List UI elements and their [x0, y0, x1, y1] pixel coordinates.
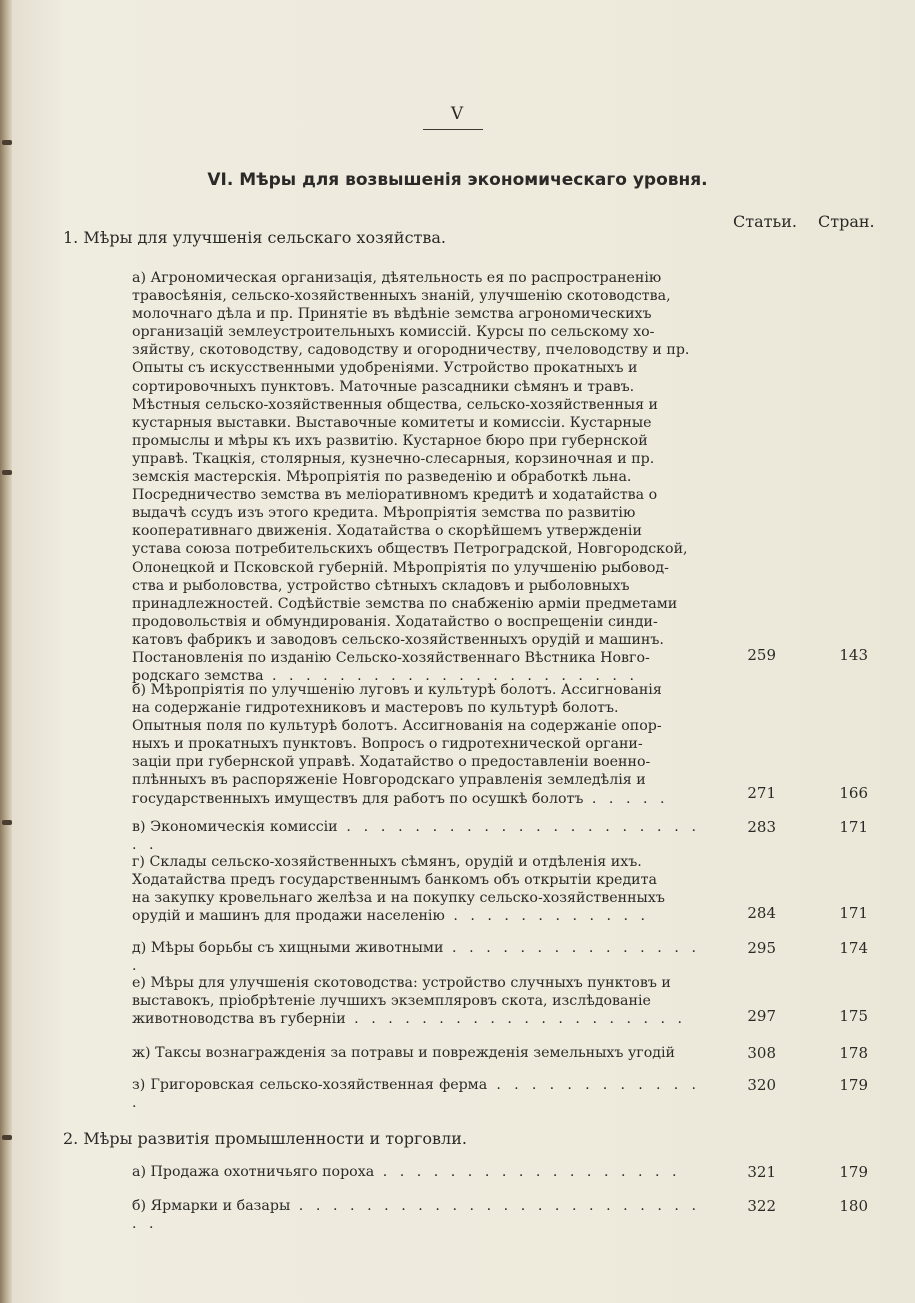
page-reference: 171	[839, 904, 868, 922]
entry-line: г) Склады сельско-хозяйственныхъ сѣмянъ, орудій и отдѣленія ихъ.	[132, 854, 642, 870]
entry-line: продовольствія и обмундированія. Ходатайство о воспрещеніи синди-	[132, 613, 658, 630]
entry-line: на закупку кровельнаго желѣза и на покупку сельско-хозяйственныхъ	[132, 890, 665, 907]
entry-line: Опытныя поля по культурѣ болотъ. Ассигнованія на содержаніе опор-	[132, 718, 662, 735]
entry-line: зяйству, скотоводству, садоводству и огородничеству, пчеловодству и пр.	[132, 342, 690, 359]
group-title-agriculture: 1. Мѣры для улучшенія сельскаго хозяйства.	[63, 228, 447, 247]
section-title: VI. Мѣры для возвышенія экономическаго уровня.	[207, 170, 708, 190]
entry-line: ства и рыболовства, устройство сѣтныхъ складовъ и рыболовныхъ	[132, 577, 630, 594]
entry-line-last: д) Мѣры борьбы съ хищными животными . . . . . . . . . . . . . . . .	[132, 940, 701, 975]
page-reference: 180	[839, 1197, 868, 1215]
entry-line: кустарныя выставки. Выставочные комитеты и комиссіи. Кустарные	[132, 414, 652, 431]
entry-line-last: з) Григоровская сельско-хозяйственная ферма . . . . . . . . . . . . .	[132, 1077, 700, 1112]
binding-thread	[2, 470, 12, 475]
entry-line: б) Мѣропріятія по улучшенію луговъ и культурѣ болотъ. Ассигнованія	[132, 682, 662, 698]
entry-line: а) Агрономическая организація, дѣятельность ея по распространенію	[132, 270, 662, 286]
entry-line: ныхъ и прокатныхъ пунктовъ. Вопросъ о гидротехнической органи-	[132, 736, 643, 753]
entry-seed-warehouses	[132, 853, 700, 925]
entry-meadows-and-swamps	[132, 681, 700, 808]
entry-line: сортировочныхъ пунктовъ. Маточные разсадники сѣмянъ и травъ.	[132, 378, 635, 395]
page-number-rule	[423, 129, 483, 130]
page-reference: 166	[839, 784, 868, 802]
entry-line: е) Мѣры для улучшенія скотоводства: устройство случныхъ пунктовъ и	[132, 975, 671, 991]
articles-column-header: Статьи.	[733, 212, 797, 231]
entry-line: устава союза потребительскихъ обществъ Петроградской, Новгородской,	[132, 541, 688, 558]
entry-line-last: орудій и машинъ для продажи населенію . . . . . . . . . . . .	[132, 908, 650, 925]
article-number: 283	[747, 818, 776, 836]
page-reference: 179	[839, 1163, 868, 1181]
entry-line: выставокъ, пріобрѣтеніе лучшихъ экземпляровъ скота, изслѣдованіе	[132, 993, 651, 1010]
entry-fairs-markets	[132, 1197, 700, 1233]
page-reference: 171	[839, 818, 868, 836]
entry-agronomic-organization	[132, 269, 700, 685]
page-reference: 174	[839, 939, 868, 957]
entry-line: заціи при губернской управѣ. Ходатайство о предоставленіи военно-	[132, 754, 651, 771]
article-number: 322	[747, 1197, 776, 1215]
entry-line-last: в) Экономическія комиссіи . . . . . . . . . . . . . . . . . . . . . . .	[132, 819, 700, 854]
entry-line: Ходатайства предъ государственнымъ банкомъ объ открытіи кредита	[132, 872, 657, 889]
entry-line: катовъ фабрикъ и заводовъ сельско-хозяйственныхъ орудій и машинъ.	[132, 631, 664, 648]
entry-line: кооперативнаго движенія. Ходатайства о скорѣйшемъ утвержденіи	[132, 523, 642, 540]
entry-line: Постановленія по изданію Сельско-хозяйственнаго Вѣстника Новго-	[132, 649, 650, 666]
entry-economic-commissions	[132, 818, 700, 854]
page-reference: 175	[839, 1007, 868, 1025]
page-number: V	[450, 104, 465, 124]
entry-grigorovo-farm	[132, 1076, 700, 1112]
entry-line: выдачѣ ссудъ изъ этого кредита. Мѣропріятія земства по развитію	[132, 505, 636, 522]
entry-line: молочнаго дѣла и пр. Принятіе въ вѣдѣніе земства агрономическихъ	[132, 306, 652, 323]
entry-line: Посредничество земства въ меліоративномъ кредитѣ и ходатайства о	[132, 487, 658, 504]
entry-line-last: родскаго земства . . . . . . . . . . . . . . . . . . . . . .	[132, 668, 638, 685]
entry-line: земскія мастерскія. Мѣропріятія по разведенію и обработкѣ льна.	[132, 469, 632, 486]
article-number: 259	[747, 646, 776, 664]
entry-line-last: а) Продажа охотничьяго пороха . . . . . . . . . . . . . . . . . .	[132, 1164, 681, 1180]
article-number: 284	[747, 904, 776, 922]
book-spine	[0, 0, 12, 1303]
entry-line: Олонецкой и Псковской губерній. Мѣропріятія по улучшенію рыбовод-	[132, 559, 669, 576]
entry-line-last: государственныхъ имуществъ для работъ по осушкѣ болотъ . . . . .	[132, 790, 669, 807]
page-reference: 143	[839, 646, 868, 664]
entry-line: промыслы и мѣры къ ихъ развитію. Кустарное бюро при губернской	[132, 432, 648, 449]
binding-thread	[2, 1135, 12, 1140]
page-reference: 178	[839, 1044, 868, 1062]
article-number: 297	[747, 1007, 776, 1025]
entry-livestock	[132, 974, 700, 1028]
entry-gunpowder-sale	[132, 1163, 700, 1181]
article-number: 308	[747, 1044, 776, 1062]
entry-damage-rates	[132, 1044, 700, 1062]
entry-line: Мѣстныя сельско-хозяйственныя общества, сельско-хозяйственныя и	[132, 396, 658, 413]
pages-column-header: Стран.	[818, 212, 875, 231]
entry-line: организацій землеустроительныхъ комиссій. Курсы по сельскому хо-	[132, 324, 655, 341]
page-reference: 179	[839, 1076, 868, 1094]
entry-line: принадлежностей. Содѣйствіе земства по снабженію арміи предметами	[132, 595, 678, 612]
entry-line: Опыты съ искусственными удобреніями. Устройство прокатныхъ и	[132, 360, 638, 377]
entry-line: на содержаніе гидротехниковъ и мастеровъ по культурѣ болотъ.	[132, 700, 619, 717]
article-number: 271	[747, 784, 776, 802]
article-number: 321	[747, 1163, 776, 1181]
entry-predators	[132, 939, 700, 975]
entry-line-last: ж) Таксы вознагражденія за потравы и поврежденія земельныхъ угодій	[132, 1045, 676, 1061]
entry-line: травосѣянія, сельско-хозяйственныхъ знаній, улучшенію скотоводства,	[132, 288, 671, 305]
entry-line: плѣнныхъ въ распоряженіе Новгородскаго управленія земледѣлія и	[132, 772, 646, 789]
article-number: 320	[747, 1076, 776, 1094]
article-number: 295	[747, 939, 776, 957]
entry-line-last: б) Ярмарки и базары . . . . . . . . . . . . . . . . . . . . . . . . . .	[132, 1198, 700, 1233]
binding-thread	[2, 140, 12, 145]
binding-thread	[2, 820, 12, 825]
entry-line: управѣ. Ткацкія, столярныя, кузнечно-слесарныя, корзиночная и пр.	[132, 450, 655, 467]
group-title-industry-trade: 2. Мѣры развитія промышленности и торговли.	[63, 1129, 467, 1148]
entry-line-last: животноводства въ губерніи . . . . . . . . . . . . . . . . . . . .	[132, 1011, 687, 1028]
